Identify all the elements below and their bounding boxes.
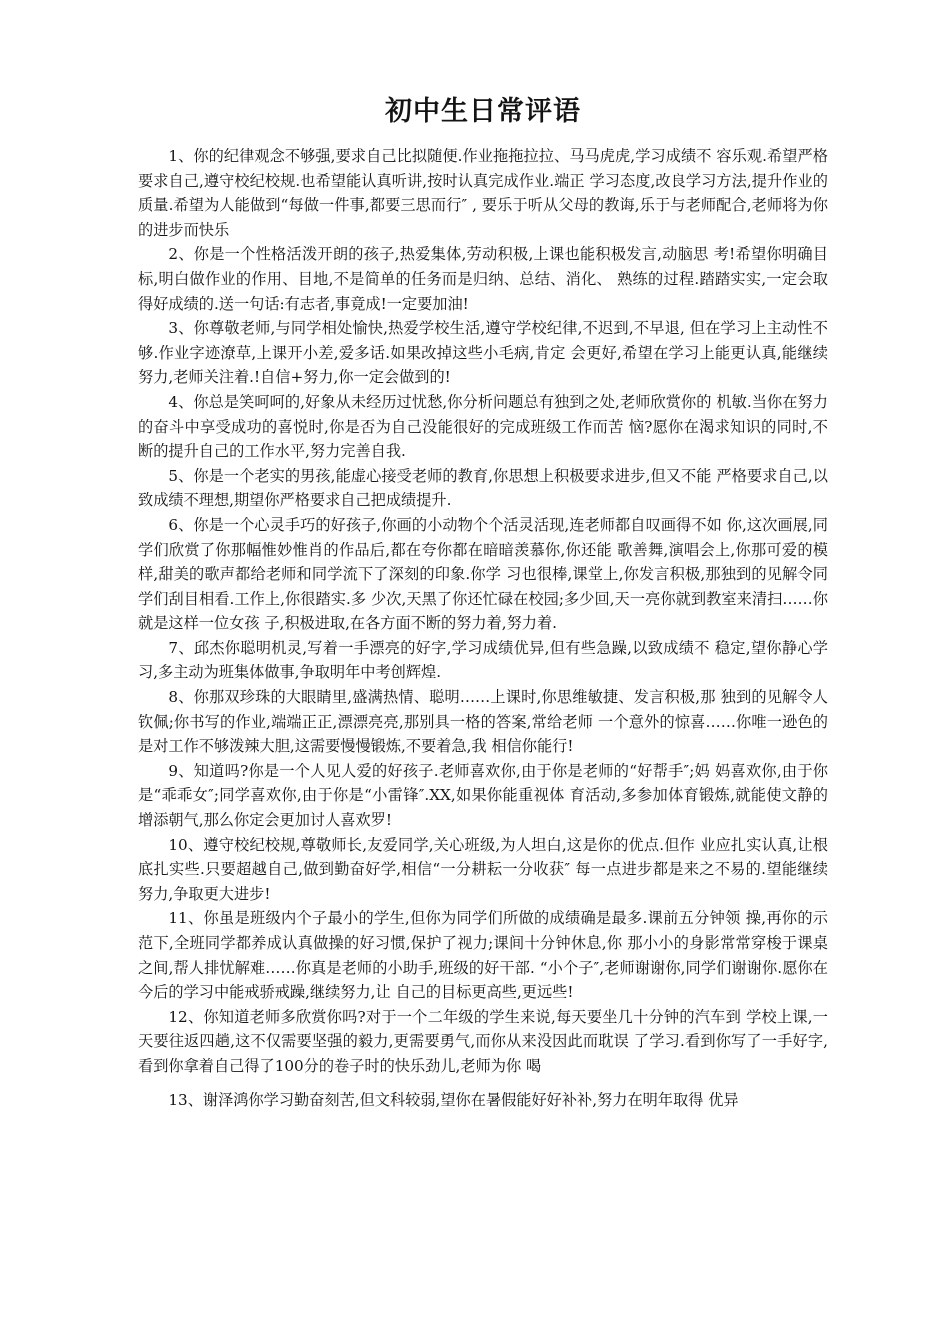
comment-paragraph-11: 11、你虽是班级内个子最小的学生,但你为同学们所做的成绩确是最多.课前五分钟领 操,再你的示范下,全班同学都养成认真做操的好习惯,保护了视力;课间十分钟休息,你 那小小的身影常常穿梭于课桌之间,帮人排忧解难……你真是老师的小助手,班级的好干部. “小个子″,老师谢谢你,同学们谢谢你.愿你在今后的学习中能戒骄戒躁,继续努力,让 自己的目标更高些,更远些! bbox=[138, 909, 828, 1002]
comment-paragraph-13: 13、谢泽鸿你学习勤奋刻苦,但文科较弱,望你在暑假能好好补补,努力在明年取得 优异 bbox=[168, 1090, 739, 1109]
comment-paragraph-2: 2、你是一个性格活泼开朗的孩子,热爱集体,劳动积极,上课也能积极发言,动脑思 考!希望你明确目标,明白做作业的作用、目地,不是简单的任务而是归纳、总结、消化、 熟练的过程.踏踏实实,一定会取得好成绩的.送一句话:有志者,事竟成!一定要加油! bbox=[138, 245, 828, 313]
comment-paragraph-6: 6、你是一个心灵手巧的好孩子,你画的小动物个个活灵活现,连老师都自叹画得不如 你,这次画展,同学们欣赏了你那幅惟妙惟肖的作品后,都在夸你都在暗暗羡慕你,你还能 歌善舞,演唱会上,你那可爱的模样,甜美的歌声都给老师和同学流下了深刻的印象.你学 习也很棒,课堂上,你发言积极,那独到的见解令同学们刮目相看.工作上,你很踏实.多 少次,天黑了你还忙碌在校园;多少回,天一亮你就到教室来清扫……你就是这样一位女孩 子,积极进取,在各方面不断的努力着,努力着. bbox=[138, 515, 828, 633]
comment-paragraph-3: 3、你尊敬老师,与同学相处愉快,热爱学校生活,遵守学校纪律,不迟到,不早退, 但在学习上主动性不够.作业字迹潦草,上课开小差,爱多话.如果改掉这些小毛病,肯定 会更好,希望在学习上能更认真,能继续努力,老师关注着.!自信+努力,你一定会做到的! bbox=[138, 319, 828, 387]
comment-paragraph-10: 10、遵守校纪校规,尊敬师长,友爱同学,关心班级,为人坦白,这是你的优点.但作 业应扎实认真,让根底扎实些.只要超越自己,做到勤奋好学,相信“一分耕耘一分收获″ 每一点进步都是来之不易的.望能继续努力,争取更大进步! bbox=[138, 835, 828, 903]
comment-paragraph-1: 1、你的纪律观念不够强,要求自己比拟随便.作业拖拖拉拉、马马虎虎,学习成绩不 容乐观.希望严格要求自己,遵守校纪校规.也希望能认真听讲,按时认真完成作业.端正 学习态度,改良学习方法,提升作业的质量.希望为人能做到“每做一件事,都要三思而行″ , 要乐于听从父母的教诲,乐于与老师配合,老师将为你的进步而快乐 bbox=[138, 147, 828, 239]
comment-paragraph-7: 7、邱杰你聪明机灵,写着一手漂亮的好字,学习成绩优异,但有些急躁,以致成绩不 稳定,望你静心学习,多主动为班集体做事,争取明年中考创辉煌. bbox=[138, 638, 828, 682]
comment-paragraph-12: 12、你知道老师多欣赏你吗?对于一个二年级的学生来说,每天要坐几十分钟的汽车到 学校上课,一天要往返四趟,这不仅需要坚强的毅力,更需要勇气,而你从来没因此而耽误 了学习.看到你写了一手好字,看到你拿着自己得了100分的卷子时的快乐劲儿,老师为你 喝 bbox=[138, 1007, 828, 1075]
comment-paragraph-8: 8、你那双珍珠的大眼睛里,盛满热情、聪明……上课时,你思维敏捷、发言积极,那 独到的见解令人钦佩;你书写的作业,端端正正,漂漂亮亮,那别具一格的答案,常给老师 一个意外的惊喜……你唯一逊色的是对工作不够泼辣大胆,这需要慢慢锻炼,不要着急,我 相信你能行! bbox=[138, 688, 828, 756]
comment-paragraph-4: 4、你总是笑呵呵的,好象从未经历过忧愁,你分析问题总有独到之处,老师欣赏你的 机敏.当你在努力的奋斗中享受成功的喜悦时,你是否为自己没能很好的完成班级工作而苦 恼?愿你在渴求知识的同时,不断的提升自己的工作水平,努力完善自我. bbox=[138, 392, 828, 461]
comment-paragraph-5: 5、你是一个老实的男孩,能虚心接受老师的教育,你思想上积极要求进步,但又不能 严格要求自己,以致成绩不理想,期望你严格要求自己把成绩提升. bbox=[138, 466, 828, 510]
document-title: 初中生日常评语 bbox=[385, 96, 581, 127]
comment-paragraph-9: 9、知道吗?你是一个人见人爱的好孩子.老师喜欢你,由于你是老师的“好帮手″;妈 妈喜欢你,由于你是“乖乖女″;同学喜欢你,由于你是“小雷锋″.XX,如果你能重视体 育活动,多参加体育锻炼,就能使文静的增添朝气,那么你定会更加讨人喜欢罗! bbox=[138, 761, 828, 830]
document-page bbox=[138, 92, 828, 1112]
